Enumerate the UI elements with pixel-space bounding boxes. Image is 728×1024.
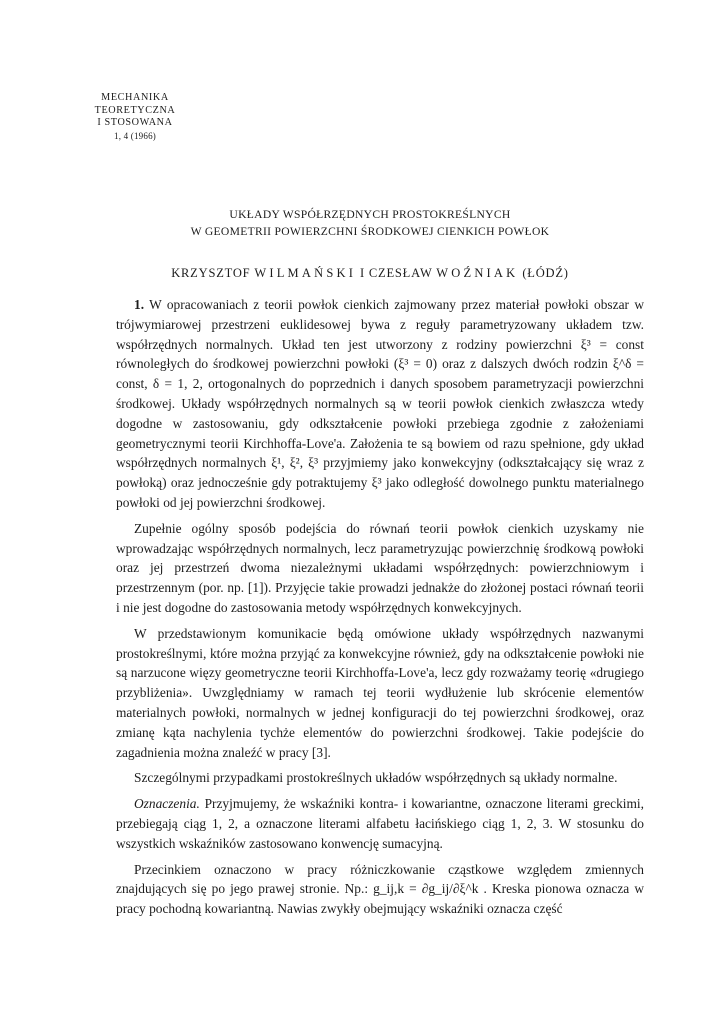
author-last-name: WILMAŃSKI <box>254 266 357 280</box>
author-conjunction: I <box>360 266 365 280</box>
journal-issue: 1, 4 (1966) <box>114 130 156 141</box>
author-last-name: WOŹNIAK <box>436 266 519 280</box>
journal-header <box>70 92 200 142</box>
paragraph: Przecinkiem oznaczono w pracy różniczkowanie cząstkowe względem zmiennych znajdujących się po jego prawej stronie. Np.: g_ij,k = ∂g_ij/∂ξ^k . Kreska pionowa oznacza w pracy pochodną kowariantną. Nawias zwykły obejmujący wskaźniki oznacza część <box>116 861 644 917</box>
paper-title <box>60 206 680 240</box>
paragraph: Zupełnie ogólny sposób podejścia do równań teorii powłok cienkich uzyskamy nie wprowadzając współrzędnych normalnych, lecz parametryzując powierzchnię środkową powłoki oraz jej przestrzeń dwoma niezależnymi układami współrzędnych: powierzchniowym i przestrzennym (por. np. [1]). Przyjęcie takie prowadzi jednakże do złożonej postaci równań teorii i nie jest dogodne do zastosowania metody współrzędnych konwekcyjnych. <box>116 520 644 615</box>
authors-line <box>60 266 680 281</box>
paragraph <box>116 295 644 513</box>
author-location: (ŁÓDŹ) <box>522 266 569 280</box>
author-first-name: KRZYSZTOF <box>171 266 251 280</box>
section-number: 1. <box>134 297 145 312</box>
journal-name-line: MECHANIKA <box>101 92 169 103</box>
journal-name-line: I STOSOWANA <box>97 117 173 129</box>
author-first-name: CZESŁAW <box>368 266 433 280</box>
paragraph <box>116 794 644 853</box>
journal-name-line: TEORETYCZNA <box>94 104 176 116</box>
notation-heading: Oznaczenia. <box>134 796 200 812</box>
paragraph-text: Przyjmujemy, że wskaźniki kontra- i kowariantne, oznaczone literami greckimi, przebiegają ciąg 1, 2, a oznaczone literami alfabetu łacińskiego ciąg 1, 2, 3. W stosunku do wszystkich wskaźników zastosowano konwencję sumacyjną. <box>116 796 645 851</box>
title-line: UKŁADY WSPÓŁRZĘDNYCH PROSTOKREŚLNYCH <box>229 208 511 221</box>
paragraph-text: W opracowaniach z teorii powłok cienkich zajmowany przez materiał powłoki obszar w trójwymiarowej przestrzeni euklidesowej bywa z reguły parametryzowany układem tzw. współrzędnych normalnych. Układ ten jest utworzony z rodziny powierzchni ξ³ = const równoległych do środkowej powierzchni powłoki (ξ³ = 0) oraz z dalszych dwóch rodzin ξ^δ = const, δ = 1, 2, ortogonalnych do poprzednich i danych sposobem parametryzacji powierzchni środkowej. Układy współrzędnych normalnych są w teorii powłok cienkich zwłaszcza wtedy dogodne w zastosowaniu, gdy odkształcenie powłoki przebiega zgodnie z założeniami geometrycznymi teorii Kirchhoffa-Love'a. Założenia te są bowiem od razu spełnione, gdy układ współrzędnych normalnych ξ¹, ξ², ξ³ przyjmiemy jako konwekcyjny (odkształcający się wraz z powłoką) oraz jednocześnie gdy potraktujemy ξ³ jako odległość dowolnego punktu materialnego powłoki od jej powierzchni środkowej. <box>116 297 644 510</box>
title-line: W GEOMETRII POWIERZCHNI ŚRODKOWEJ CIENKICH POWŁOK <box>190 225 550 238</box>
paper-body <box>116 295 644 925</box>
paragraph: Szczególnymi przypadkami prostokreślnych układów współrzędnych są układy normalne. <box>134 770 618 786</box>
paragraph: W przedstawionym komunikacie będą omówione układy współrzędnych nazwanymi prostokreślnymi, które można przyjąć za konwekcyjne również, gdy na odkształcenie powłoki nie są narzucone więzy geometryczne teorii Kirchhoffa-Love'a, lecz gdy rozważamy teorię «drugiego przybliżenia». Uwzględniamy w ramach tej teorii wydłużenie lub skrócenie elementów materialnych powłoki, normalnych w jednej konfiguracji do tej powierzchni środkowej, oraz zmianę kąta nachylenia tychże elementów do powierzchni środkowej. Takie podejście do zagadnienia można znaleźć w pracy [3]. <box>116 625 644 760</box>
